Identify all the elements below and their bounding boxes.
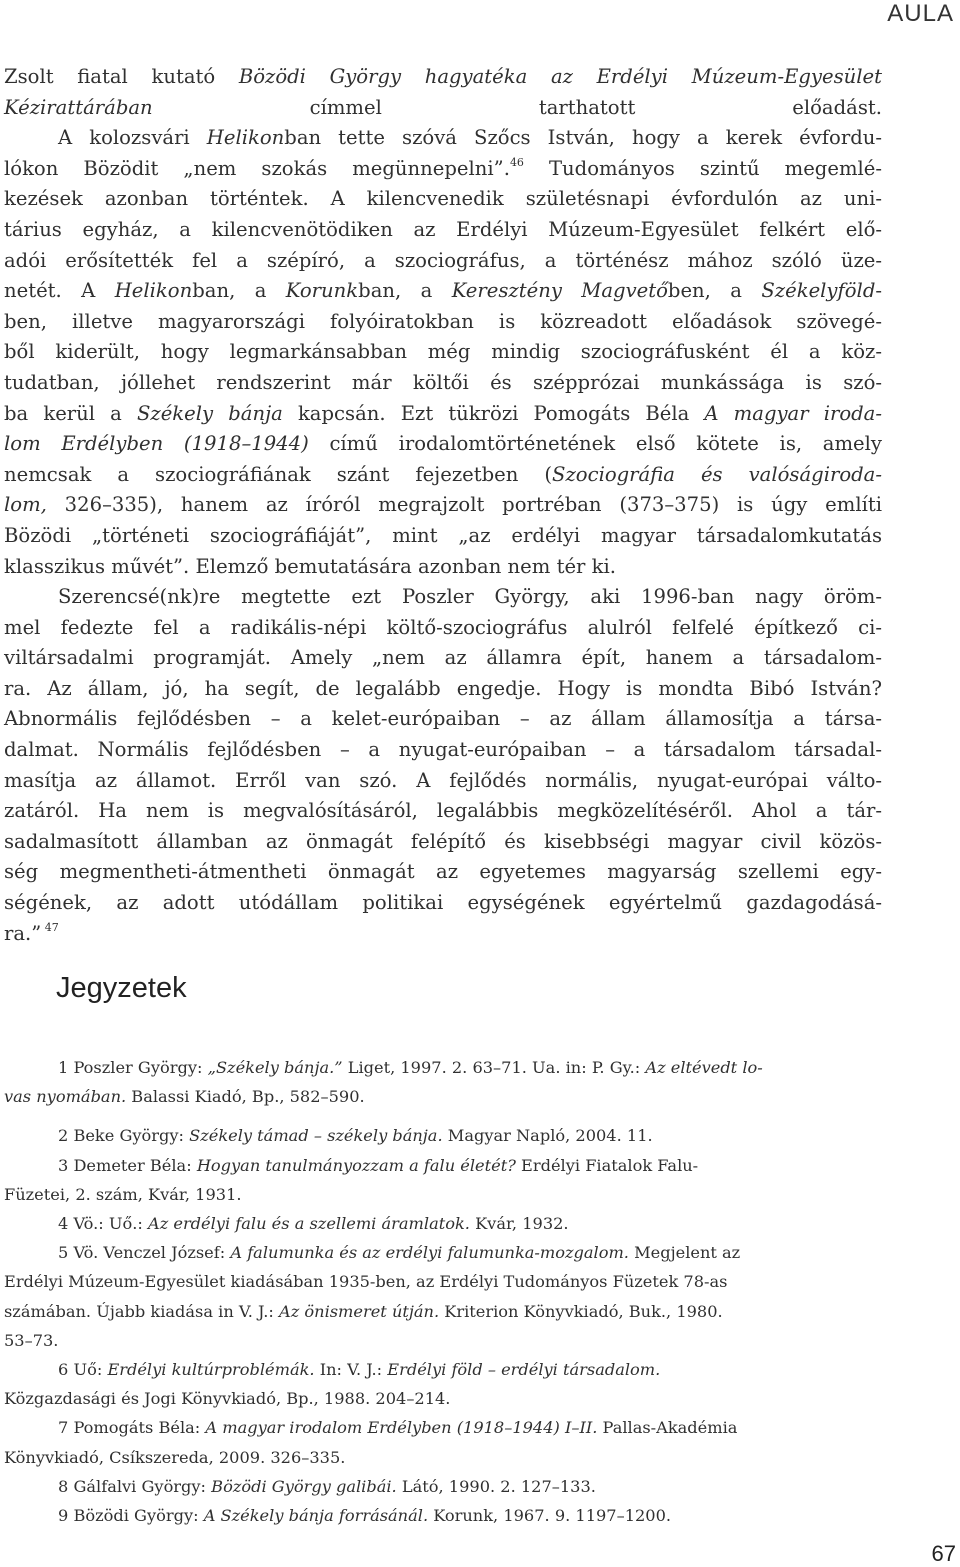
text-run: 53–73. (4, 1330, 59, 1350)
text-run: 2 Beke György: (58, 1126, 190, 1146)
text-run: 3 Demeter Béla: (58, 1155, 197, 1175)
text-run: Szerencsé(nk)re megtette ezt Poszler György, aki 1996-ban nagy öröm- (58, 585, 882, 609)
italic-title: Székelyföld (761, 279, 876, 303)
body-line (4, 337, 882, 368)
note-line (4, 1384, 882, 1413)
text-run: 7 Pomogáts Béla: (58, 1418, 206, 1438)
text-run: sadalmasított államban az önmagát felépítő és kisebbségi magyar civil közös- (4, 829, 882, 853)
text-run: Füzetei, 2. szám, Kvár, 1931. (4, 1184, 242, 1204)
body-line (4, 276, 882, 307)
text-run: A kolozsvári (58, 126, 207, 150)
italic-title: Székely bánja (136, 401, 283, 425)
note-line (4, 1413, 882, 1442)
italic-title: A falumunka és az erdélyi falumunka-mozgalom. (230, 1243, 629, 1263)
text-run: dalmat. Normális fejlődésben – a nyugat-európaiban – a társadalom társadal- (4, 738, 882, 762)
text-run: ből kiderült, hogy legmarkánsabban még mindig szociográfusként él a köz- (4, 340, 882, 364)
text-run: ra.” (4, 921, 42, 945)
note-line (4, 1121, 882, 1150)
note-line (4, 1355, 882, 1384)
body-text (4, 62, 882, 949)
notes-list (4, 1053, 882, 1530)
note-line (4, 1267, 882, 1296)
text-run: zatáról. Ha nem is megvalósításáról, legalábbis megközelítéséről. Ahol a tár- (4, 799, 882, 823)
text-run: ra. Az állam, jó, ha segít, de legalább engedje. Hogy is mondta Bibó István? (4, 676, 882, 700)
italic-title: A magyar irodalom Erdélyben (1918–1944) I–II. (205, 1418, 598, 1438)
text-run: tárius egyház, a kilencvenötödiken az Erdélyi Múzeum-Egyesület felkért elő- (4, 217, 882, 241)
body-line (4, 460, 882, 491)
body-line (4, 643, 882, 674)
footnote-ref: 47 (41, 920, 59, 934)
text-run: - (875, 279, 882, 303)
text-run: tudatban, jóllehet rendszerint már költői és szépprózai munkássága is szó- (4, 370, 882, 394)
note-line (4, 1297, 882, 1326)
italic-title: Hogyan tanulmányozzam a falu életét? (196, 1155, 516, 1175)
text-run: klasszikus művét”. Elemző bemutatására azonban nem tér ki. (4, 554, 617, 578)
body-line (4, 154, 882, 185)
italic-title: Bözödi György hagyatéka az Erdélyi Múzeum-Egyesület (238, 65, 882, 88)
italic-title: lom, (4, 493, 47, 517)
italic-title: Helikon (206, 126, 285, 150)
text-run: 8 Gálfalvi György: (58, 1476, 212, 1496)
body-line (4, 796, 882, 827)
italic-title: Székely támad – székely bánja. (189, 1126, 443, 1146)
text-run: Megjelent az (628, 1243, 741, 1263)
body-line (4, 582, 882, 613)
note-line (4, 1151, 882, 1180)
body-line (4, 429, 882, 460)
italic-title: Az eltévedt lo- (645, 1058, 763, 1077)
italic-title: Erdélyi föld – erdélyi társadalom. (387, 1360, 661, 1380)
body-line (4, 704, 882, 735)
text-run: Erdélyi Múzeum-Egyesület kiadásában 1935-ben, az Erdélyi Tudományos Füzetek 78-as (4, 1272, 728, 1292)
footnote-ref: 46 (509, 155, 524, 169)
text-run: 6 Uő: (58, 1360, 108, 1380)
body-line (4, 123, 882, 154)
text-run: Zsolt fiatal kutató (4, 65, 239, 88)
italic-title: A Székely bánja forrásánál. (203, 1506, 429, 1526)
body-line (4, 368, 882, 399)
text-run: adói erősítették fel a szépíró, a szociográfus, a történész mához szóló üze- (4, 248, 882, 272)
body-line (4, 888, 882, 919)
text-run: Korunk, 1967. 9. 1197–1200. (428, 1506, 672, 1526)
text-run: ba kerül a (4, 401, 137, 425)
body-line (4, 919, 882, 950)
body-line (4, 552, 882, 583)
note-line (4, 1472, 882, 1501)
body-line (4, 307, 882, 338)
body-line (4, 215, 882, 246)
text-run: ség megmentheti-átmentheti önmagát az egyetemes magyarság szellemi egy- (4, 860, 882, 884)
italic-title: lom Erdélyben (1918–1944) (4, 432, 309, 456)
body-line (4, 93, 882, 124)
text-run: Közgazdasági és Jogi Könyvkiadó, Bp., 1988. 204–214. (4, 1389, 451, 1409)
text-run: Abnormális fejlődésben – a kelet-európaiban – az állam államosítja a társa- (4, 707, 882, 731)
text-run: In: V. J.: (314, 1360, 388, 1380)
text-run: ban, a (358, 279, 452, 303)
text-run: Könyvkiadó, Csíkszereda, 2009. 326–335. (4, 1447, 346, 1467)
body-line (4, 399, 882, 430)
italic-title: Keresztény Magvető (451, 279, 668, 303)
text-run: 1 Poszler György: (58, 1058, 208, 1077)
italic-title: Erdélyi kultúrproblémák. (107, 1360, 315, 1380)
page-number: 67 (931, 1541, 956, 1566)
running-head: AULA (887, 0, 954, 27)
text-run: címmel tarthatott előadást. (152, 95, 882, 119)
note-line (4, 1082, 882, 1111)
body-line (4, 827, 882, 858)
note-line (4, 1443, 882, 1472)
text-run: Bözödi „történeti szociográfiáját”, mint „az erdélyi magyar társadalomkutatás (4, 523, 882, 547)
body-line (4, 246, 882, 277)
body-line (4, 521, 882, 552)
text-run: viltársadalmi programját. Amely „nem az államra épít, hanem a társadalom- (4, 646, 882, 670)
note-line (4, 1238, 882, 1267)
text-run: netét. A (4, 279, 115, 303)
text-run: mel fedezte fel a radikális-népi költő-szociográfus alulról felfelé építkező ci- (4, 615, 882, 639)
italic-title: Korunk (285, 279, 359, 303)
text-run: Erdélyi Fiatalok Falu- (515, 1155, 699, 1175)
text-run: kezések azonban történtek. A kilencvenedik születésnapi évfordulón az uni- (4, 187, 882, 211)
italic-title: Helikon (114, 279, 193, 303)
text-run: ben, a (667, 279, 762, 303)
body-line (4, 490, 882, 521)
italic-title: A magyar iroda- (704, 401, 882, 425)
text-run: Balassi Kiadó, Bp., 582–590. (126, 1087, 365, 1107)
italic-title: „Székely bánja.” (207, 1058, 343, 1077)
text-run: Liget, 1997. 2. 63–71. Ua. in: P. Gy.: (342, 1058, 646, 1077)
text-run: Pallas-Akadémia (597, 1418, 738, 1438)
text-run: Kriterion Könyvkiadó, Buk., 1980. (439, 1301, 723, 1321)
text-run: 4 Vö.: Uő.: (58, 1214, 148, 1234)
note-gap (4, 1111, 882, 1121)
body-line (4, 735, 882, 766)
italic-title: Bözödi György galibái. (211, 1476, 397, 1496)
text-run: ban tette szóvá Szőcs István, hogy a kerek évfordu- (284, 126, 883, 150)
text-run: nemcsak a szociográfiának szánt fejezetben ( (4, 462, 553, 486)
body-line (4, 613, 882, 644)
text-run: 5 Vö. Venczel József: (58, 1243, 231, 1263)
text-run: Magyar Napló, 2004. 11. (442, 1126, 653, 1146)
italic-title: Az erdélyi falu és a szellemi áramlatok. (148, 1214, 470, 1234)
body-line (4, 184, 882, 215)
text-run: lókon Bözödit „nem szokás megünnepelni”. (4, 156, 510, 180)
notes-heading: Jegyzetek (56, 972, 187, 1004)
text-run: számában. Újabb kiadása in V. J.: (4, 1301, 280, 1321)
italic-title: vas nyomában. (4, 1087, 127, 1107)
note-line (4, 1053, 882, 1082)
note-line (4, 1180, 882, 1209)
body-line (4, 857, 882, 888)
text-run: ban, a (192, 279, 286, 303)
text-run: masítja az államot. Erről van szó. A fejlődés normális, nyugat-európai válto- (4, 768, 882, 792)
italic-title: Kézirattárában (4, 95, 153, 119)
text-run: Kvár, 1932. (469, 1214, 569, 1234)
italic-title: Az önismeret útján. (279, 1301, 440, 1321)
text-run: 326–335), hanem az íróról megrajzolt portréban (373–375) is úgy említi (46, 493, 882, 517)
text-run: című irodalomtörténetének első kötete is, amely (308, 432, 882, 456)
note-line (4, 1209, 882, 1238)
text-run: 9 Bözödi György: (58, 1506, 204, 1526)
note-line (4, 1326, 882, 1355)
text-run: kapcsán. Ezt tükrözi Pomogáts Béla (282, 401, 705, 425)
body-line (4, 766, 882, 797)
body-line (4, 674, 882, 705)
text-run: ben, illetve magyarországi folyóiratokban is közreadott előadások szövegé- (4, 309, 882, 333)
text-run: Látó, 1990. 2. 127–133. (396, 1476, 596, 1496)
text-run: ségének, az adott utódállam politikai egységének egyértelmű gazdagodásá- (4, 891, 882, 915)
note-line (4, 1501, 882, 1530)
body-line (4, 62, 882, 93)
italic-title: Szociográfia és valóságiroda- (552, 462, 882, 486)
text-run: Tudományos szintű megemlé- (523, 156, 883, 180)
